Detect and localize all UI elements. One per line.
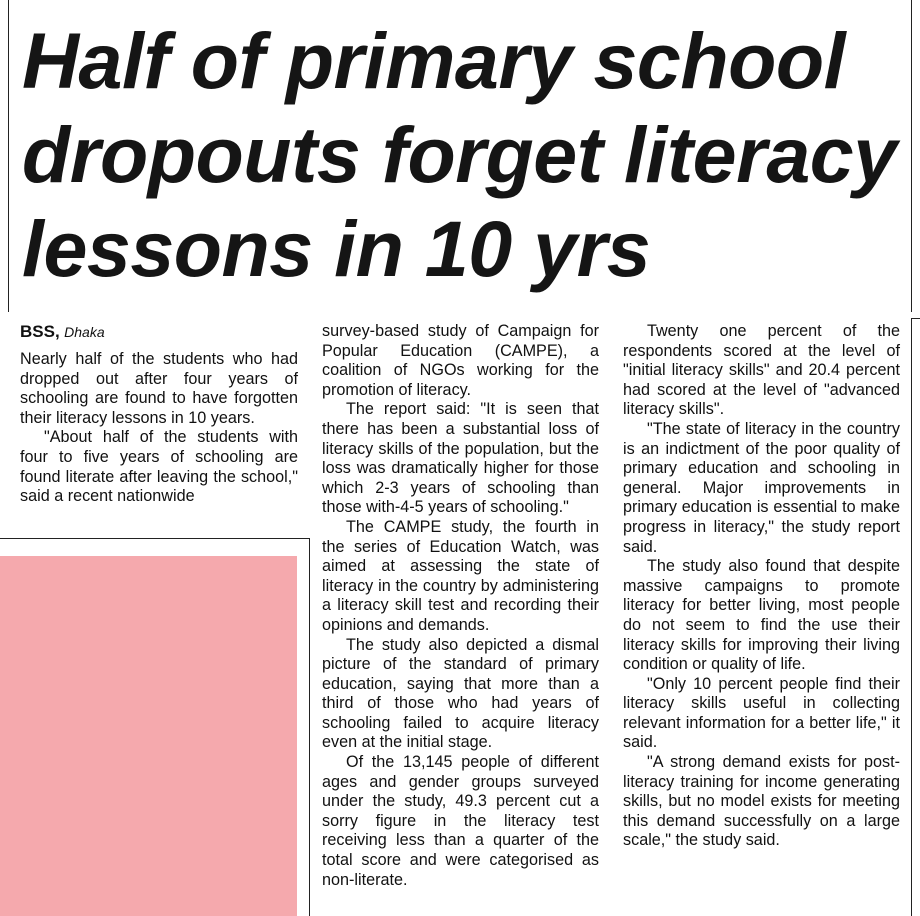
paragraph: "The state of literacy in the country is an indictment of the poor quality of primary education and schooling in general. Major improvements in primary education is essential to make progress in literacy," the study report said. xyxy=(623,419,900,556)
headline: Half of primary school dropouts forget literacy lessons in 10 yrs xyxy=(22,16,897,293)
paragraph: The CAMPE study, the fourth in the series of Education Watch, was aimed at assessing the state of literacy in the country by administering a literacy skill test and recording their opinions and demands. xyxy=(322,517,599,634)
byline-agency: BSS, xyxy=(20,322,60,341)
article-column-2 xyxy=(322,322,599,890)
paragraph: "About half of the students with four to five years of schooling are found literate after leaving the school," said a recent nationwide xyxy=(20,428,298,506)
paragraph: survey-based study of Campaign for Popular Education (CAMPE), a coalition of NGOs working for the promotion of literacy. xyxy=(322,322,599,399)
right-column-rule xyxy=(911,318,912,916)
paragraph: The study also found that despite massive campaigns to promote literacy for better living, most people do not seem to find the use their literacy skills for improving their living condition or quality of life. xyxy=(623,557,900,674)
paragraph: "A strong demand exists for post-literacy training for income generating skills, but no model exists for meeting this demand successfully on a large scale," the study said. xyxy=(623,753,900,850)
pink-placeholder-box xyxy=(0,556,297,916)
paragraph: Twenty one percent of the respondents scored at the level of "initial literacy skills" and 20.4 percent had scored at the level of "advanced literacy skills". xyxy=(623,322,900,419)
byline-place: Dhaka xyxy=(64,324,105,340)
byline xyxy=(20,322,298,343)
paragraph: The report said: "It is seen that there has been a substantial loss of literacy skills of the population, but the loss was dramatically higher for those which 2-3 years of schooling than those with-4-5 years of schooling." xyxy=(322,400,599,517)
right-rule-tick xyxy=(911,318,920,319)
paragraph: "Only 10 percent people find their literacy skills useful in collecting relevant information for a better life," it said. xyxy=(623,674,900,752)
article-column-1 xyxy=(20,322,298,507)
paragraph: The study also depicted a dismal picture of the standard of primary education, saying that more than a third of those who had years of schooling failed to acquire literacy even at the initial stage. xyxy=(322,635,599,752)
paragraph: Of the 13,145 people of different ages and gender groups surveyed under the study, 49.3 percent cut a sorry figure in the literacy test receiving less than a quarter of the total score and were categorised as non-literate. xyxy=(322,753,599,889)
article-column-3 xyxy=(623,322,900,851)
paragraph: Nearly half of the students who had dropped out after four years of schooling are found to have forgotten their literacy lessons in 10 years. xyxy=(20,350,298,427)
